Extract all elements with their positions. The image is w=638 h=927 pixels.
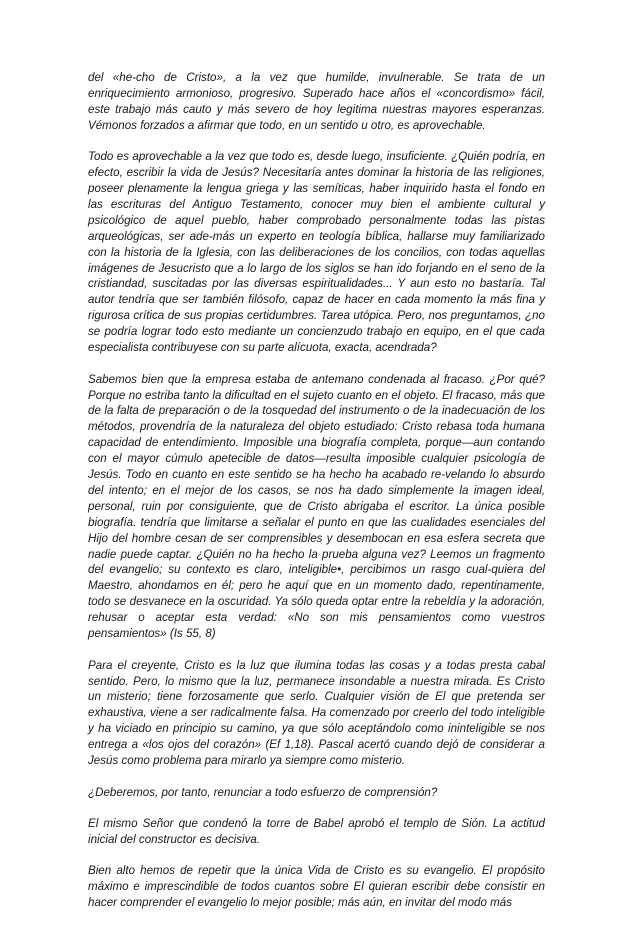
paragraph: Bien alto hemos de repetir que la única Vida de Cristo es su evangelio. El propósito máximo e imprescindible de todos cuantos sobre El quieran escribir debe consistir en hacer comprender el evangelio lo mejor posible; más aún, en invitar del modo más	[88, 864, 545, 910]
paragraph: del «he-cho de Cristo», a la vez que humilde, invulnerable. Se trata de un enriquecimiento armonioso, progresivo. Superado hace años el «concordismo» fácil, este trabajo más cauto y más severo de hoy legitima nuestras mayores esperanzas. Vémonos forzados a afirmar que todo, en un sentido u otro, es aprovechable.	[88, 71, 545, 132]
paragraph: Para el creyente, Cristo es la luz que ilumina todas las cosas y a todas presta cabal sentido. Pero, lo mismo que la luz, permanece insondable a nuestra mirada. Es Cristo un misterio; tiene forzosamente que serlo. Cualquier visión de El que pretenda ser exhaustiva, viene a ser radicalmente falsa. Ha comenzado por creerlo del todo inteligible y ha viciado en principio su camino, ya que sólo aceptándolo como ininteligible se nos entrega a «los ojos del corazón» (Ef 1,18). Pascal acertó cuando dejó de considerar a Jesús como problema para mirarlo ya siempre como misterio.	[88, 658, 545, 768]
paragraph: Todo es aprovechable a la vez que todo es, desde luego, insuficiente. ¿Quién podría, en efecto, escribir la vida de Jesús? Necesitaría antes dominar la historia de las religiones, poseer plenamente la lengua griega y las semíticas, haber inquirido hasta el fondo en las escrituras del Antiguo Testamento, conocer muy bien el ambiente cultural y psicológico de aquel pueblo, haber comprobado personalmente todas las pistas arqueológicas, ser ade-más un experto en teología bíblica, hallarse muy familiarizado con la historia de la Iglesia, con las deliberaciones de los concilios, con todas aquellas imágenes de Jesucristo que a lo largo de los siglos se han ido forjando en el seno de la cristiandad, suscitadas por las diversas espiritualidades... Y aun esto no bastaría. Tal autor tendría que ser también filósofo, capaz de hacer en cada momento la más fina y rigurosa crítica de sus propias certidumbres. Tarea utópica. Pero, nos preguntamos, ¿no se podría lograr todo esto mediante un concienzudo trabajo en equipo, en el que cada especialista contribuyese con su parte alícuota, exacta, acendrada?	[88, 150, 545, 355]
paragraph: El mismo Señor que condenó la torre de Babel aprobó el templo de Sión. La actitud inicial del constructor es decisiva.	[88, 817, 545, 846]
paragraph: Sabemos bien que la empresa estaba de antemano condenada al fracaso. ¿Por qué? Porque no estriba tanto la dificultad en el sujeto cuanto en el objeto. El fracaso, más que de la falta de preparación o de la tosquedad del instrumento o de la inadecuación de los métodos, provendría de la naturaleza del objeto estudiado: Cristo rebasa toda humana capacidad de entendimiento. Imposible una biografía completa, porque—aun contando con el mayor cúmulo apetecible de datos—resulta imposible cualquier psicología de Jesús. Todo en cuanto en este sentido se ha hecho ha acabado re-velando lo absurdo del intento; en el mejor de los casos, se nos ha dado simplemente la imagen ideal, personal, ruin por consiguiente, que de Cristo abrigaba el escritor. La única posible biografía. tendría que limitarse a señalar el punto en que las cualidades esenciales del Hijo del hombre cesan de ser comprensibles y desembocan en esa esfera secreta que nadie puede captar. ¿Quién no ha hecho la prueba alguna vez? Leemos un fragmento del evangelio; su contexto es claro, inteligible•, percibimos un rasgo cual-quiera del Maestro, ahondamos en él; pero he aquí que en un momento dado, repentinamente, todo se desvanece en la oscuridad. Ya sólo queda optar entre la rebeldía y la adoración, rehusar o aceptar esta verdad: «No son mis pensamientos como vuestros pensamientos» (Is 55, 8)	[88, 372, 545, 641]
paragraph: ¿Deberemos, por tanto, renunciar a todo esfuerzo de comprensión?	[88, 785, 438, 799]
document-page	[88, 70, 545, 927]
